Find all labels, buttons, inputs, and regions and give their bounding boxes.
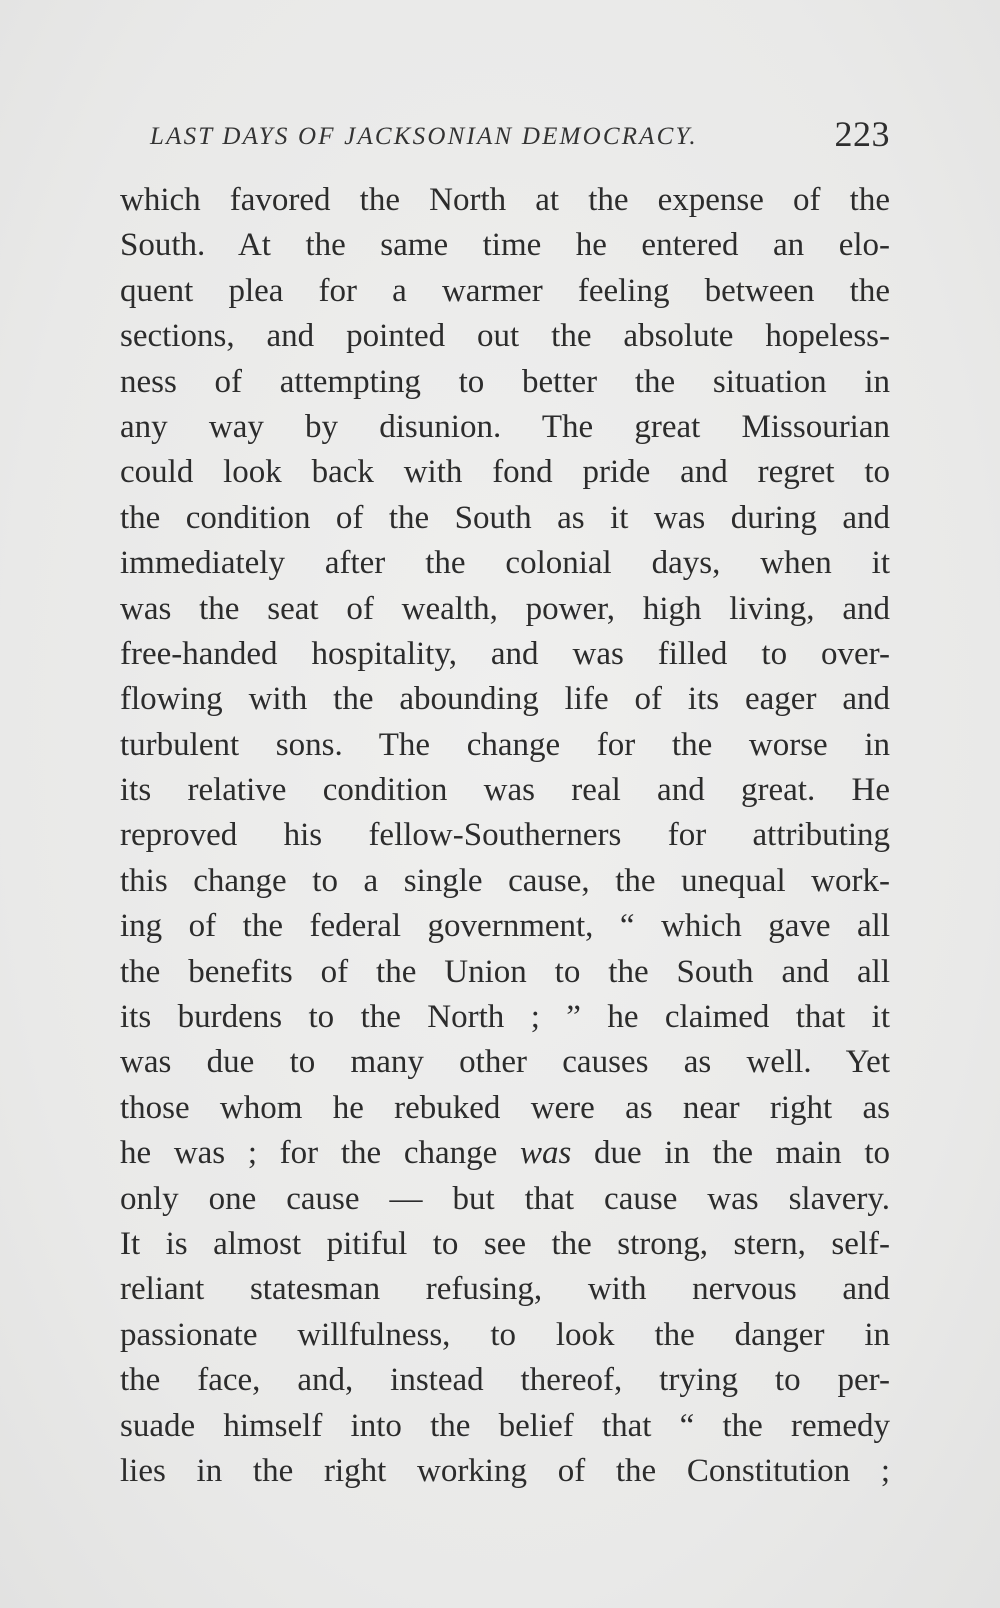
text-line: the condition of the South as it was during and xyxy=(120,499,890,536)
text-line: lies in the right working of the Constitution ; xyxy=(120,1452,890,1489)
text-run: he was ; for the change xyxy=(120,1135,520,1172)
text-line: was due to many other causes as well. Yet xyxy=(120,1044,890,1081)
text-line: free-handed hospitality, and was filled to over- xyxy=(120,635,890,672)
text-line: its relative condition was real and great. He xyxy=(120,772,890,809)
text-line: South. At the same time he entered an elo- xyxy=(120,227,890,264)
running-title: LAST DAYS OF JACKSONIAN DEMOCRACY. xyxy=(150,123,698,150)
text-line: ing of the federal government, “ which gave all xyxy=(120,908,890,945)
text-line: which favored the North at the expense of the xyxy=(120,182,890,218)
text-line: turbulent sons. The change for the worse in xyxy=(120,726,890,763)
page-header xyxy=(120,113,890,165)
text-line: reproved his fellow-Southerners for attributing xyxy=(120,817,890,854)
text-line: flowing with the abounding life of its eager and xyxy=(120,681,890,718)
body-text xyxy=(120,178,890,1494)
text-line: its burdens to the North ; ” he claimed that it xyxy=(120,999,890,1036)
italic-word: was xyxy=(519,1135,572,1172)
text-line: any way by disunion. The great Missourian xyxy=(120,408,890,445)
text-line: It is almost pitiful to see the strong, stern, self- xyxy=(120,1225,890,1262)
text-line: the face, and, instead thereof, trying to per- xyxy=(120,1362,890,1399)
text-line: quent plea for a warmer feeling between the xyxy=(120,272,890,309)
text-line: immediately after the colonial days, when it xyxy=(120,545,890,582)
text-line: reliant statesman refusing, with nervous and xyxy=(120,1271,890,1308)
text-line: the benefits of the Union to the South and all xyxy=(120,953,890,990)
text-line: could look back with fond pride and regret to xyxy=(120,454,890,491)
text-line: suade himself into the belief that “ the remedy xyxy=(120,1407,890,1444)
text-line: only one cause — but that cause was slavery. xyxy=(120,1180,890,1217)
text-line: sections, and pointed out the absolute hopeless- xyxy=(120,318,890,355)
page-number: 223 xyxy=(834,114,890,154)
text-line: passionate willfulness, to look the danger in xyxy=(120,1316,890,1353)
text-line-with-italic xyxy=(120,1131,890,1176)
text-line: ness of attempting to better the situation in xyxy=(120,363,890,400)
text-line: was the seat of wealth, power, high living, and xyxy=(120,590,890,627)
text-line: those whom he rebuked were as near right as xyxy=(120,1089,890,1126)
text-line: this change to a single cause, the unequal work- xyxy=(120,862,890,899)
text-run: due in the main to xyxy=(571,1135,890,1172)
